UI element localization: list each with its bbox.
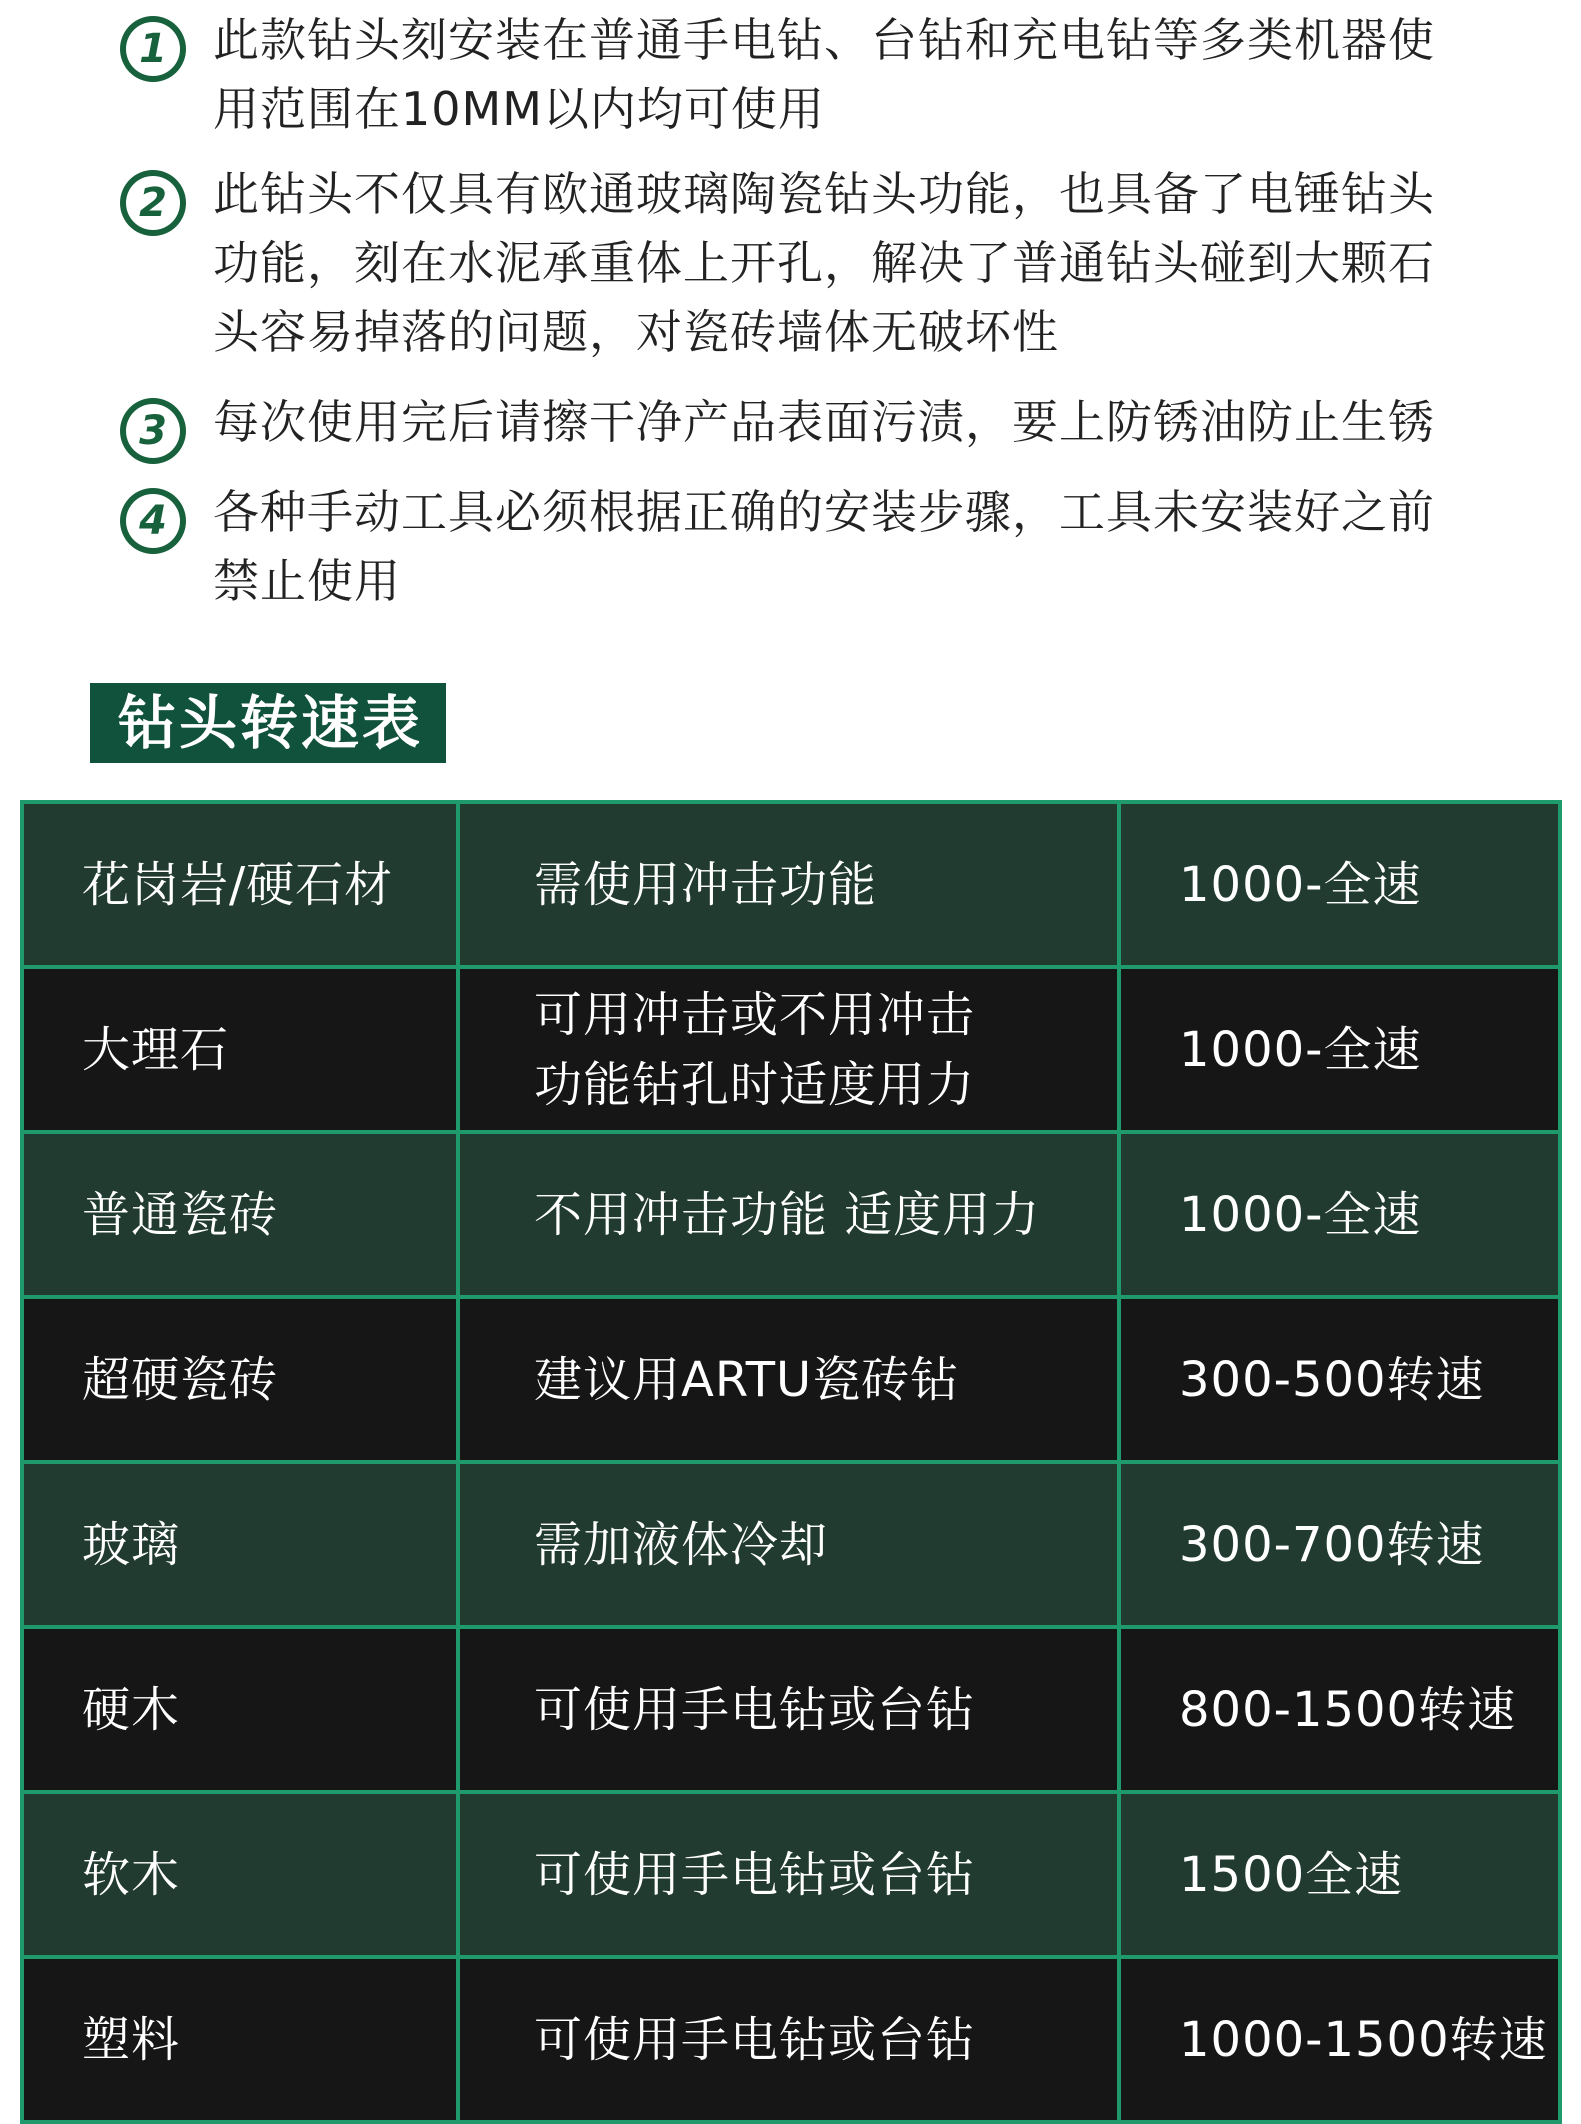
material-cell: 玻璃 — [24, 1464, 460, 1625]
speed-cell: 800-1500转速 — [1179, 1681, 1517, 1738]
note-text: 此钻头不仅具有欧通玻璃陶瓷钻头功能，也具备了电锤钻头功能，刻在水泥承重体上开孔，解决了普通钻头碰到大颗石头容易掉落的问题，对瓷砖墙体无破坏性 — [213, 167, 1435, 359]
number-badge-icon — [120, 16, 186, 82]
method-cell: 需使用冲击功能 — [460, 804, 1121, 965]
note-number: 3 — [139, 408, 167, 454]
speed-cell: 300-700转速 — [1179, 1516, 1485, 1573]
method-cell: 不用冲击功能 适度用力 — [460, 1134, 1121, 1295]
note-text: 各种手动工具必须根据正确的安装步骤，工具未安装好之前禁止使用 — [213, 485, 1435, 608]
speed-cell: 1000-全速 — [1179, 1021, 1422, 1078]
speed-table — [20, 800, 1562, 2124]
table-row — [24, 969, 1558, 1134]
material-cell: 塑料 — [24, 1959, 460, 2120]
method-cell: 需加液体冷却 — [460, 1464, 1121, 1625]
note-number: 2 — [139, 180, 167, 226]
note-number: 1 — [139, 26, 167, 72]
table-row — [24, 1794, 1558, 1959]
method-cell: 可使用手电钻或台钻 — [460, 1959, 1121, 2120]
table-row — [24, 1134, 1558, 1299]
material-cell: 软木 — [24, 1794, 460, 1955]
speed-cell: 1000-全速 — [1179, 1186, 1422, 1243]
material-cell: 普通瓷砖 — [24, 1134, 460, 1295]
speed-cell: 1000-全速 — [1179, 856, 1422, 913]
table-row — [24, 1464, 1558, 1629]
method-cell: 建议用ARTU瓷砖钻 — [460, 1299, 1121, 1460]
table-row — [24, 1299, 1558, 1464]
table-row — [24, 1959, 1558, 2124]
table-row — [24, 804, 1558, 969]
number-badge-icon — [120, 488, 186, 554]
material-cell: 硬木 — [24, 1629, 460, 1790]
section-title: 钻头转速表 — [90, 683, 446, 763]
method-cell: 可使用手电钻或台钻 — [460, 1629, 1121, 1790]
number-badge-icon — [120, 398, 186, 464]
note-text: 此款钻头刻安装在普通手电钻、台钻和充电钻等多类机器使用范围在10MM以内均可使用 — [213, 13, 1435, 136]
material-cell: 大理石 — [24, 969, 460, 1130]
table-row — [24, 1629, 1558, 1794]
method-cell: 可使用手电钻或台钻 — [460, 1794, 1121, 1955]
note-text: 每次使用完后请擦干净产品表面污渍，要上防锈油防止生锈 — [213, 395, 1435, 449]
speed-cell: 300-500转速 — [1179, 1351, 1485, 1408]
number-badge-icon — [120, 170, 186, 236]
material-cell: 超硬瓷砖 — [24, 1299, 460, 1460]
note-number: 4 — [139, 498, 167, 544]
method-cell: 可用冲击或不用冲击 功能钻孔时适度用力 — [460, 969, 1121, 1130]
speed-cell: 1500全速 — [1179, 1846, 1404, 1903]
material-cell: 花岗岩/硬石材 — [24, 804, 460, 965]
speed-cell: 1000-1500转速 — [1179, 2011, 1548, 2068]
